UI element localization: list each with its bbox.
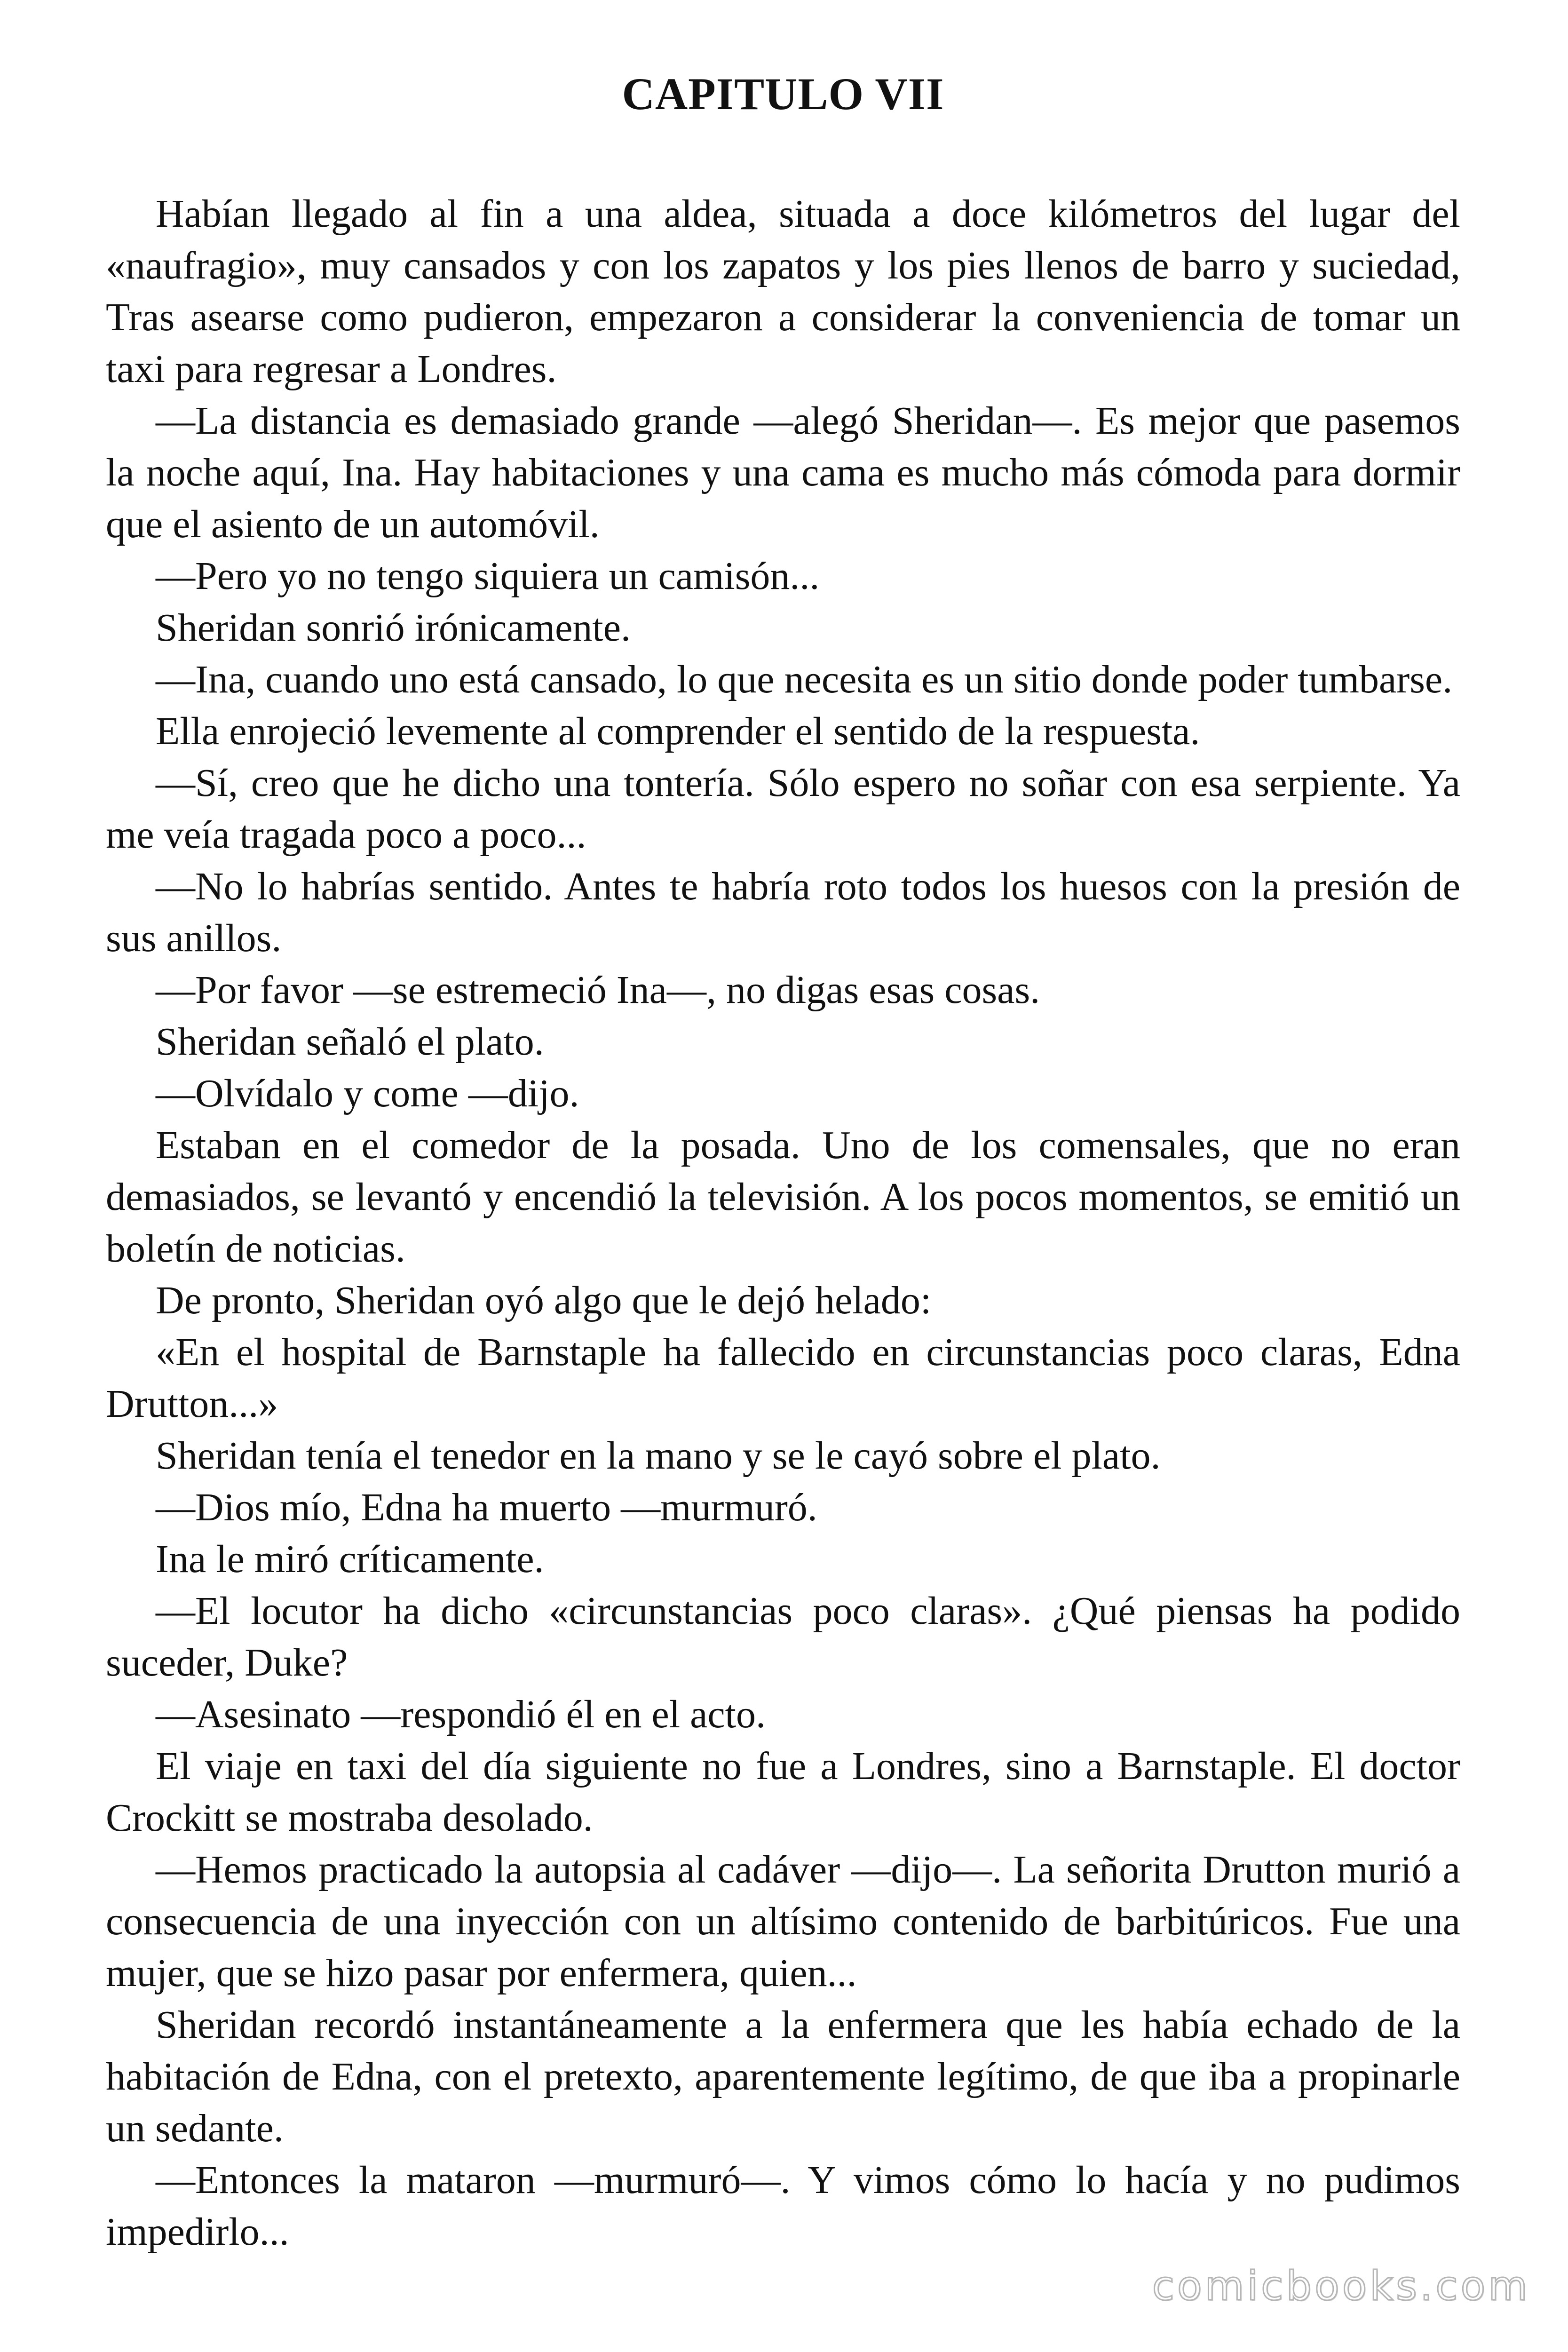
paragraph: Sheridan señaló el plato. [156, 1020, 544, 1064]
paragraph: Sheridan sonrió irónicamente. [156, 606, 631, 650]
paragraph: Sheridan tenía el tenedor en la mano y se le cayó sobre el plato. [156, 1434, 1161, 1478]
paragraph: —Asesinato —respondió él en el acto. [156, 1692, 766, 1736]
paragraph: De pronto, Sheridan oyó algo que le dejó helado: [156, 1279, 932, 1322]
paragraph: —No lo habrías sentido. Antes te habría roto todos los huesos con la presión de sus anillos. [106, 865, 1460, 960]
book-page [106, 0, 1460, 2258]
paragraph: «En el hospital de Barnstaple ha fallecido en circunstancias poco claras, Edna Drutton...» [106, 1330, 1460, 1426]
paragraph: —Dios mío, Edna ha muerto —murmuró. [156, 1486, 817, 1529]
paragraph: —Sí, creo que he dicho una tontería. Sólo espero no soñar con esa serpiente. Ya me veía tragada poco a poco... [106, 761, 1460, 857]
paragraph: —Olvídalo y come —dijo. [156, 1072, 579, 1115]
paragraph: —El locutor ha dicho «circunstancias poco claras». ¿Qué piensas ha podido suceder, Duke? [106, 1589, 1460, 1685]
paragraph: Sheridan recordó instantáneamente a la enfermera que les había echado de la habitación de Edna, con el pretexto, aparentemente legítimo, de que iba a propinarle un sedante. [106, 2003, 1460, 2150]
paragraph: Estaban en el comedor de la posada. Uno de los comensales, que no eran demasiados, se levantó y encendió la televisión. A los pocos momentos, se emitió un boletín de noticias. [106, 1123, 1460, 1271]
chapter-title: CAPITULO VII [622, 69, 944, 119]
paragraph: —Hemos practicado la autopsia al cadáver —dijo—. La señorita Drutton murió a consecuencia de una inyección con un altísimo contenido de barbitúricos. Fue una mujer, que se hizo pasar por enfermera, quien... [106, 1848, 1460, 1995]
paragraph: Habían llegado al fin a una aldea, situada a doce kilómetros del lugar del «naufragio», muy cansados y con los zapatos y los pies llenos de barro y suciedad, Tras asearse como pudieron, empezaron a considerar la conveniencia de tomar un taxi para regresar a Londres. [106, 192, 1460, 391]
paragraph: Ella enrojeció levemente al comprender el sentido de la respuesta. [156, 709, 1200, 753]
chapter-body [106, 188, 1460, 2258]
paragraph: —La distancia es demasiado grande —alegó Sheridan—. Es mejor que pasemos la noche aquí, Ina. Hay habitaciones y una cama es mucho más cómoda para dormir que el asiento de un automóvil. [106, 399, 1460, 546]
paragraph: —Por favor —se estremeció Ina—, no digas esas cosas. [156, 968, 1040, 1012]
site-watermark: comicbooks.com [1152, 2263, 1530, 2310]
paragraph: —Ina, cuando uno está cansado, lo que necesita es un sitio donde poder tumbarse. [156, 658, 1453, 701]
paragraph: El viaje en taxi del día siguiente no fue a Londres, sino a Barnstaple. El doctor Crockitt se mostraba desolado. [106, 1744, 1460, 1840]
paragraph: —Pero yo no tengo siquiera un camisón... [156, 554, 820, 598]
paragraph: Ina le miró críticamente. [156, 1537, 544, 1581]
paragraph: —Entonces la mataron —murmuró—. Y vimos cómo lo hacía y no pudimos impedirlo... [106, 2158, 1460, 2254]
